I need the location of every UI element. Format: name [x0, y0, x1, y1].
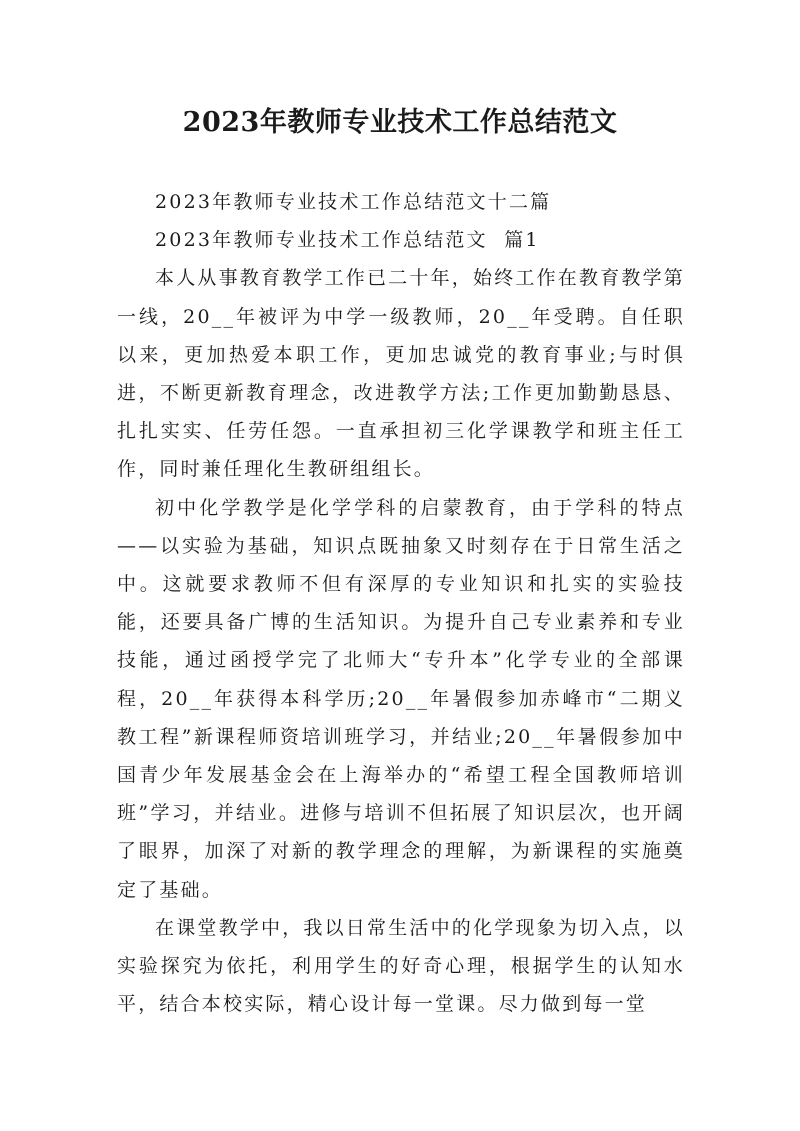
- paragraph-2: 初中化学教学是化学学科的启蒙教育，由于学科的特点——以实验为基础，知识点既抽象又时刻存在于日常生活之中。这就要求教师不但有深厚的专业知识和扎实的实验技能，还要具备广博的生活知识。为提升自己专业素养和专业技能，通过函授学完了北师大“专升本”化学专业的全部课程，20__年获得本科学历;20__年暑假参加赤峰市“二期义教工程”新课程师资培训班学习，并结业;20__年暑假参加中国青少年发展基金会在上海举办的“希望工程全国教师培训班”学习，并结业。进修与培训不但拓展了知识层次，也开阔了眼界，加深了对新的教学理念的理解，为新课程的实施奠定了基础。: [117, 496, 685, 901]
- paragraph-3: 在课堂教学中，我以日常生活中的化学现象为切入点，以实验探究为依托，利用学生的好奇心理，根据学生的认知水平，结合本校实际，精心设计每一堂课。尽力做到每一堂: [117, 916, 686, 1016]
- paragraph-1: 本人从事教育教学工作已二十年，始终工作在教育教学第一线，20__年被评为中学一级教师，20__年受聘。自任职以来，更加热爱本职工作，更加忠诚党的教育事业;与时俱进，不断更新教育理念，改进教学方法;工作更加勤勤恳恳、扎扎实实、任劳任怨。一直承担初三化学课教学和班主任工作，同时兼任理化生教研组组长。: [117, 267, 686, 481]
- section-heading: 2023年教师专业技术工作总结范文 篇1: [155, 229, 540, 252]
- document-body: [117, 183, 685, 1023]
- document-subtitle: 2023年教师专业技术工作总结范文十二篇: [155, 191, 552, 213]
- document-title: 2023年教师专业技术工作总结范文: [182, 107, 618, 138]
